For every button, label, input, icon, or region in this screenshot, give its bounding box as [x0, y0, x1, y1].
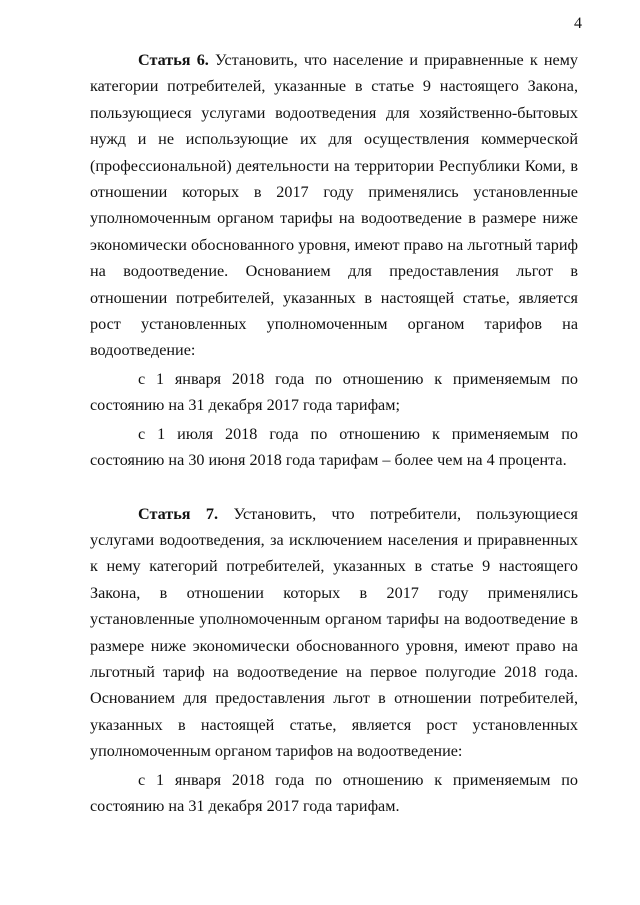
article-7-title: Статья 7. — [138, 504, 219, 523]
article-7-item-1: с 1 января 2018 года по отношению к применяемым по состоянию на 31 декабря 2017 года тарифам. — [90, 770, 578, 815]
article-6-title: Статья 6. — [138, 51, 209, 69]
page-number: 4 — [574, 15, 582, 32]
article-separator — [90, 474, 578, 501]
article-6-text: Установить, что население и приравненные к нему категории потребителей, указанные в статье 9 настоящего Закона, пользующиеся услугами водоотведения для хозяйственно-бытовых нужд и не использующие их для осуществления коммерческой (профессиональной) деятельности на территории Республики Коми, в отношении которых в 2017 году применялись установленные уполномоченным органом тарифы на водоотведение в размере ниже экономически обоснованного уровня, имеют право на льготный тариф на водоотведение. Основанием для предоставления льгот в отношении потребителей, указанных в настоящей статье, является рост установленных уполномоченным органом тарифов на водоотведение: — [90, 51, 579, 360]
article-6-item-2: с 1 июля 2018 года по отношению к применяемым по состоянию на 30 июня 2018 года тарифам – более чем на 4 процента. — [90, 424, 578, 470]
document-body — [90, 47, 578, 819]
article-7-paragraph — [90, 501, 578, 765]
article-7-text: Установить, что потребители, пользующиеся услугами водоотведения, за исключением населения и приравненных к нему категорий потребителей, указанных в статье 9 настоящего Закона, в отношении которых в 2017 году применялись установленные уполномоченным органом тарифы на водоотведение в размере ниже экономически обоснованного уровня, имеют право на льготный тариф на водоотведение на первое полугодие 2018 года. Основанием для предоставления льгот в отношении потребителей, указанных в настоящей статье, является рост установленных уполномоченным органом тарифов на водоотведение: — [90, 504, 578, 761]
article-6-item-1: с 1 января 2018 года по отношению к применяемым по состоянию на 31 декабря 2017 года тарифам; — [90, 369, 578, 415]
article-6-paragraph — [90, 47, 578, 364]
